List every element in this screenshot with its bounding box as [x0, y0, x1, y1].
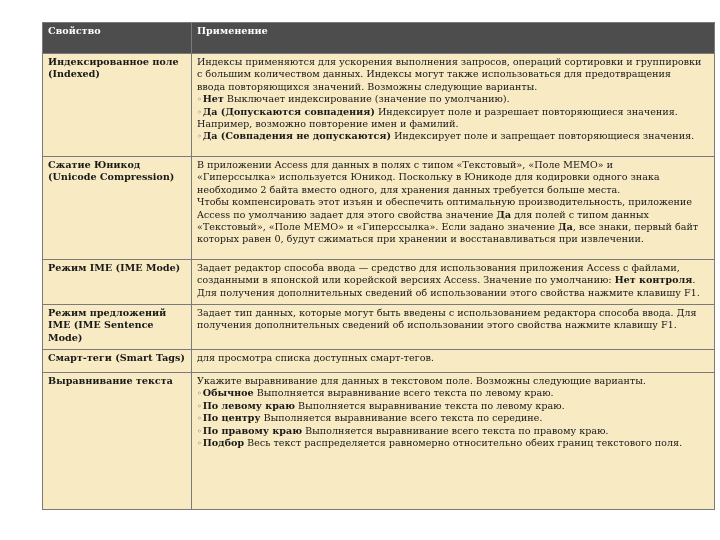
usage-value: Да: [496, 209, 512, 221]
usage-text: необходимо 2 байта вместо одного, для хранения данных требуется больше места.: [197, 184, 621, 196]
table-header-row: [43, 23, 715, 54]
option-desc: Выполняется выравнивание всего текста по середине.: [260, 413, 543, 425]
option-desc: Выполняется выравнивание всего текста по левому краю.: [253, 388, 554, 400]
property-name: Смарт-теги (Smart Tags): [48, 353, 185, 364]
usage-value: Да: [558, 222, 573, 234]
option-label: Да (Допускаются совпадения): [202, 106, 375, 118]
option-desc: Выключает индексирование (значение по умолчанию).: [223, 94, 510, 106]
option-label: Подбор: [202, 438, 245, 450]
usage-value: Нет контроля: [614, 275, 693, 287]
usage-text: В приложении Access для данных в полях с типом «Текстовый», «Поле MEMO» и: [197, 160, 613, 171]
usage-fragment: «Текстовый», «Поле MEMO» и «Гиперссылка». Если задано значение: [197, 222, 559, 234]
option-item: [197, 426, 710, 438]
usage-cell: [192, 373, 715, 510]
property-cell: [43, 157, 192, 260]
table-row: [43, 157, 715, 260]
usage-fragment: созданными в японской или корейской версиях Access. Значение по умолчанию:: [197, 275, 615, 287]
property-name-en: IME (IME Sentence: [48, 320, 154, 332]
bullet-icon: ◦: [197, 401, 202, 411]
option-label: По правому краю: [202, 425, 303, 437]
usage-text: с большим количеством данных. Индексы могут также использоваться для предотвращения: [197, 69, 671, 81]
usage-cell: [192, 54, 715, 157]
property-cell: [43, 350, 192, 373]
property-name: Индексированное поле: [48, 57, 179, 68]
header-property: Свойство: [43, 23, 192, 54]
property-cell: [43, 54, 192, 157]
option-item: [197, 413, 710, 425]
option-item: [197, 107, 710, 119]
option-item: [197, 401, 710, 413]
property-cell: [43, 260, 192, 305]
option-desc: Выполняется выравнивание текста по левому краю.: [294, 400, 565, 412]
option-label: Нет: [202, 94, 224, 106]
usage-cell: [192, 305, 715, 350]
bullet-icon: ◦: [197, 389, 202, 399]
bullet-icon: ◦: [197, 95, 202, 105]
option-item: [197, 94, 710, 106]
usage-text: [197, 275, 710, 287]
usage-text: получения дополнительных сведений об использовании этого свойства нажмите клавишу F1.: [197, 320, 677, 332]
usage-fragment: Access по умолчанию задает для этого свойства значение: [197, 209, 497, 221]
usage-cell: [192, 350, 715, 373]
property-name: Выравнивание текста: [48, 376, 173, 387]
header-usage: Применение: [192, 23, 715, 54]
usage-fragment: , все знаки, первый байт: [572, 222, 699, 234]
table-row: [43, 350, 715, 373]
usage-text: «Гиперссылка» используется Юникод. Поскольку в Юникоде для кодировки одного знака: [197, 172, 660, 184]
property-cell: [43, 305, 192, 350]
usage-text: Задает редактор способа ввода — средство для использования приложения Access с файлами,: [197, 263, 680, 274]
property-name-en: Mode): [48, 332, 83, 344]
usage-text: Чтобы компенсировать этот изъян и обеспечить оптимальную производительность, приложение: [197, 197, 692, 209]
bullet-icon: ◦: [197, 426, 202, 436]
option-desc: Индексирует поле и разрешает повторяющиеся значения.: [374, 106, 678, 118]
bullet-icon: ◦: [197, 107, 202, 117]
option-label: Обычное: [202, 388, 254, 400]
option-note: Например, возможно повторение имен и фамилий.: [197, 119, 459, 131]
usage-text: Укажите выравнивание для данных в текстовом поле. Возможны следующие варианты.: [197, 376, 646, 387]
usage-text: для просмотра списка доступных смарт-тегов.: [197, 353, 434, 364]
usage-text: которых равен 0, будут сжиматься при хранении и восстанавливаться при извлечении.: [197, 234, 644, 246]
option-item: [197, 388, 710, 400]
property-name: Сжатие Юникод: [48, 160, 141, 171]
option-item: [197, 438, 710, 450]
usage-text: Для получения дополнительных сведений об использовании этого свойства нажмите клавишу F1.: [197, 287, 700, 299]
usage-cell: [192, 157, 715, 260]
table-row: [43, 305, 715, 350]
bullet-icon: ◦: [197, 439, 202, 449]
table-row: [43, 373, 715, 510]
usage-fragment: .: [692, 275, 696, 287]
option-label: По центру: [202, 413, 261, 425]
option-label: Да (Совпадения не допускаются): [202, 131, 392, 143]
table-row: [43, 260, 715, 305]
property-cell: [43, 373, 192, 510]
option-label: По левому краю: [202, 400, 295, 412]
option-desc: Выполняется выравнивание всего текста по правому краю.: [302, 425, 609, 437]
property-name: Режим IME (IME Mode): [48, 263, 181, 274]
usage-text: [197, 210, 710, 222]
usage-text: [197, 222, 710, 234]
option-desc: Весь текст распределяется равномерно относительно обеих границ текстового поля.: [244, 438, 683, 450]
usage-cell: [192, 260, 715, 305]
property-name-en: (Unicode Compression): [48, 172, 175, 184]
bullet-icon: ◦: [197, 414, 202, 424]
properties-table: [42, 22, 715, 510]
option-item: [197, 131, 710, 143]
usage-text: ввода повторяющихся значений. Возможны следующие варианты.: [197, 81, 538, 93]
property-name-en: (Indexed): [48, 69, 100, 81]
usage-text: Задает тип данных, которые могут быть введены с использованием редактора способа ввода. Для: [197, 308, 697, 319]
usage-text: Индексы применяются для ускорения выполнения запросов, операций сортировки и группировки: [197, 57, 702, 68]
option-desc: Индексирует поле и запрещает повторяющиеся значения.: [391, 131, 695, 143]
property-name: Режим предложений: [48, 308, 167, 319]
table-row: [43, 54, 715, 157]
usage-fragment: для полей с типом данных: [511, 209, 649, 221]
bullet-icon: ◦: [197, 132, 202, 142]
